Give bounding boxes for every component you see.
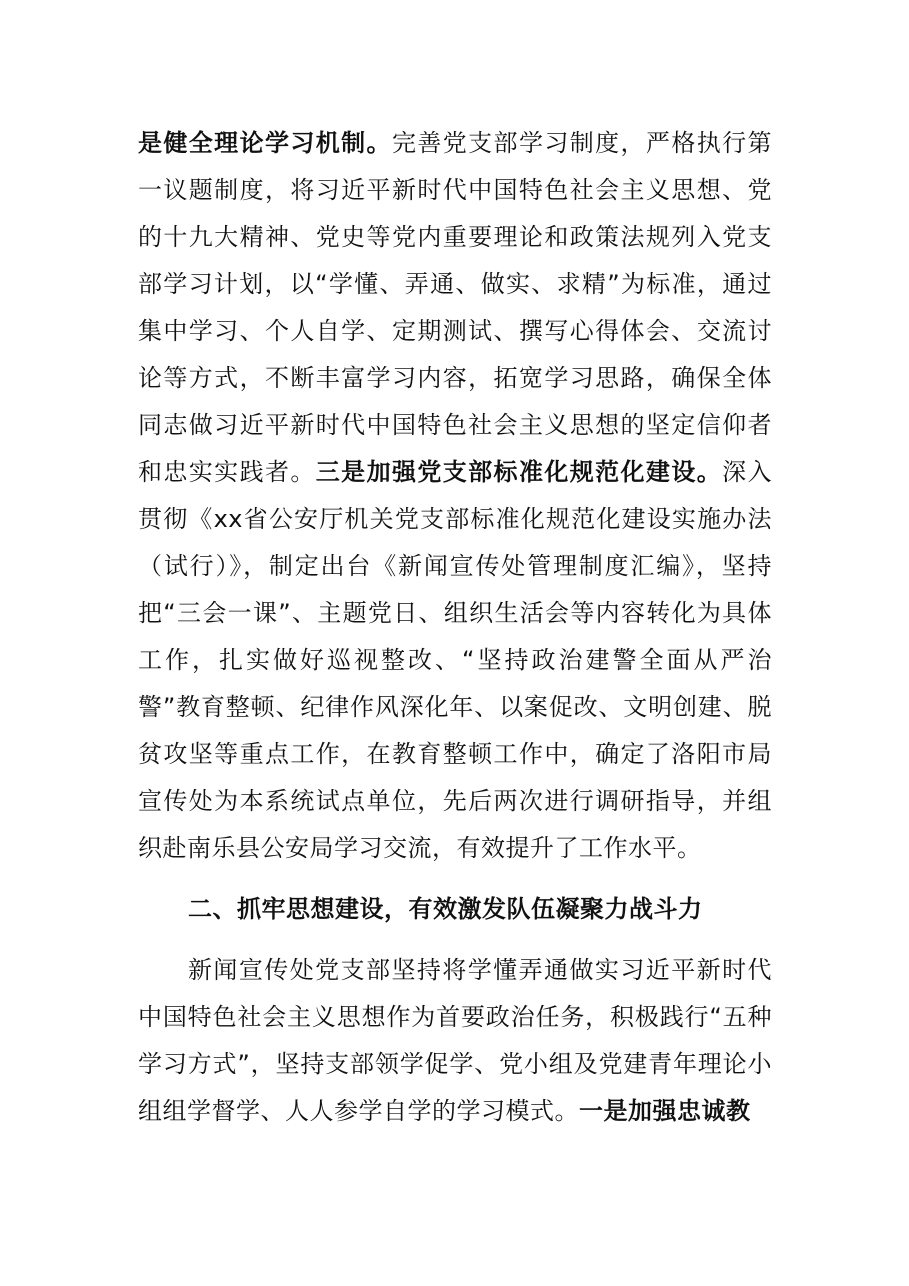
section-heading-ideological-building: 二、抓牢思想建设，有效激发队伍凝聚力战斗力 <box>188 895 703 923</box>
paragraph-text: 完善党支部学习制度，严格执行第一议题制度，将习近平新时代中国特色社会主义思想、党的十九大精神、党史等党内重要理论和政策法规列入党支部学习计划，以“学懂、弄通、做实、求精”为标准，通过集中学习、个人自学、定期测试、撰写心得体会、交流讨论等方式，不断丰富学习内容，拓宽学习思路，确保全体同志做习近平新时代中国特色社会主义思想的坚定信仰者和忠实实践者。 <box>138 129 773 486</box>
bold-lead-loyalty-education: 一是加强忠诚教 <box>579 1097 751 1125</box>
paragraph-text: 深入贯彻《xx省公安厅机关党支部标准化规范化建设实施办法（试行）》，制定出台《新闻宣传处管理制度汇编》，坚持把“三会一课”、主题党日、组织生活会等内容转化为具体工作，扎实做好巡视整改、“坚持政治建警全面从严治警”教育整顿、纪律作风深化年、以案促改、文明创建、脱贫攻坚等重点工作，在教育整顿工作中，确定了洛阳市局宣传处为本系统试点单位，先后两次进行调研指导，并组织赴南乐县公安局学习交流，有效提升了工作水平。 <box>138 458 773 862</box>
bold-lead-standardization: 三是加强党支部标准化规范化建设。 <box>315 458 723 486</box>
paragraph-ideological-building <box>138 947 772 1135</box>
paragraph-theory-study <box>138 120 772 872</box>
bold-lead-theory-mechanism: 是健全理论学习机制。 <box>138 129 392 157</box>
paragraph-text: 新闻宣传处党支部坚持将学懂弄通做实习近平新时代中国特色社会主义思想作为首要政治任务，积极践行“五种学习方式”，坚持支部领学促学、党小组及党建青年理论小组组学督学、人人参学自学的学习模式。 <box>138 956 772 1125</box>
document-body <box>138 120 772 1135</box>
